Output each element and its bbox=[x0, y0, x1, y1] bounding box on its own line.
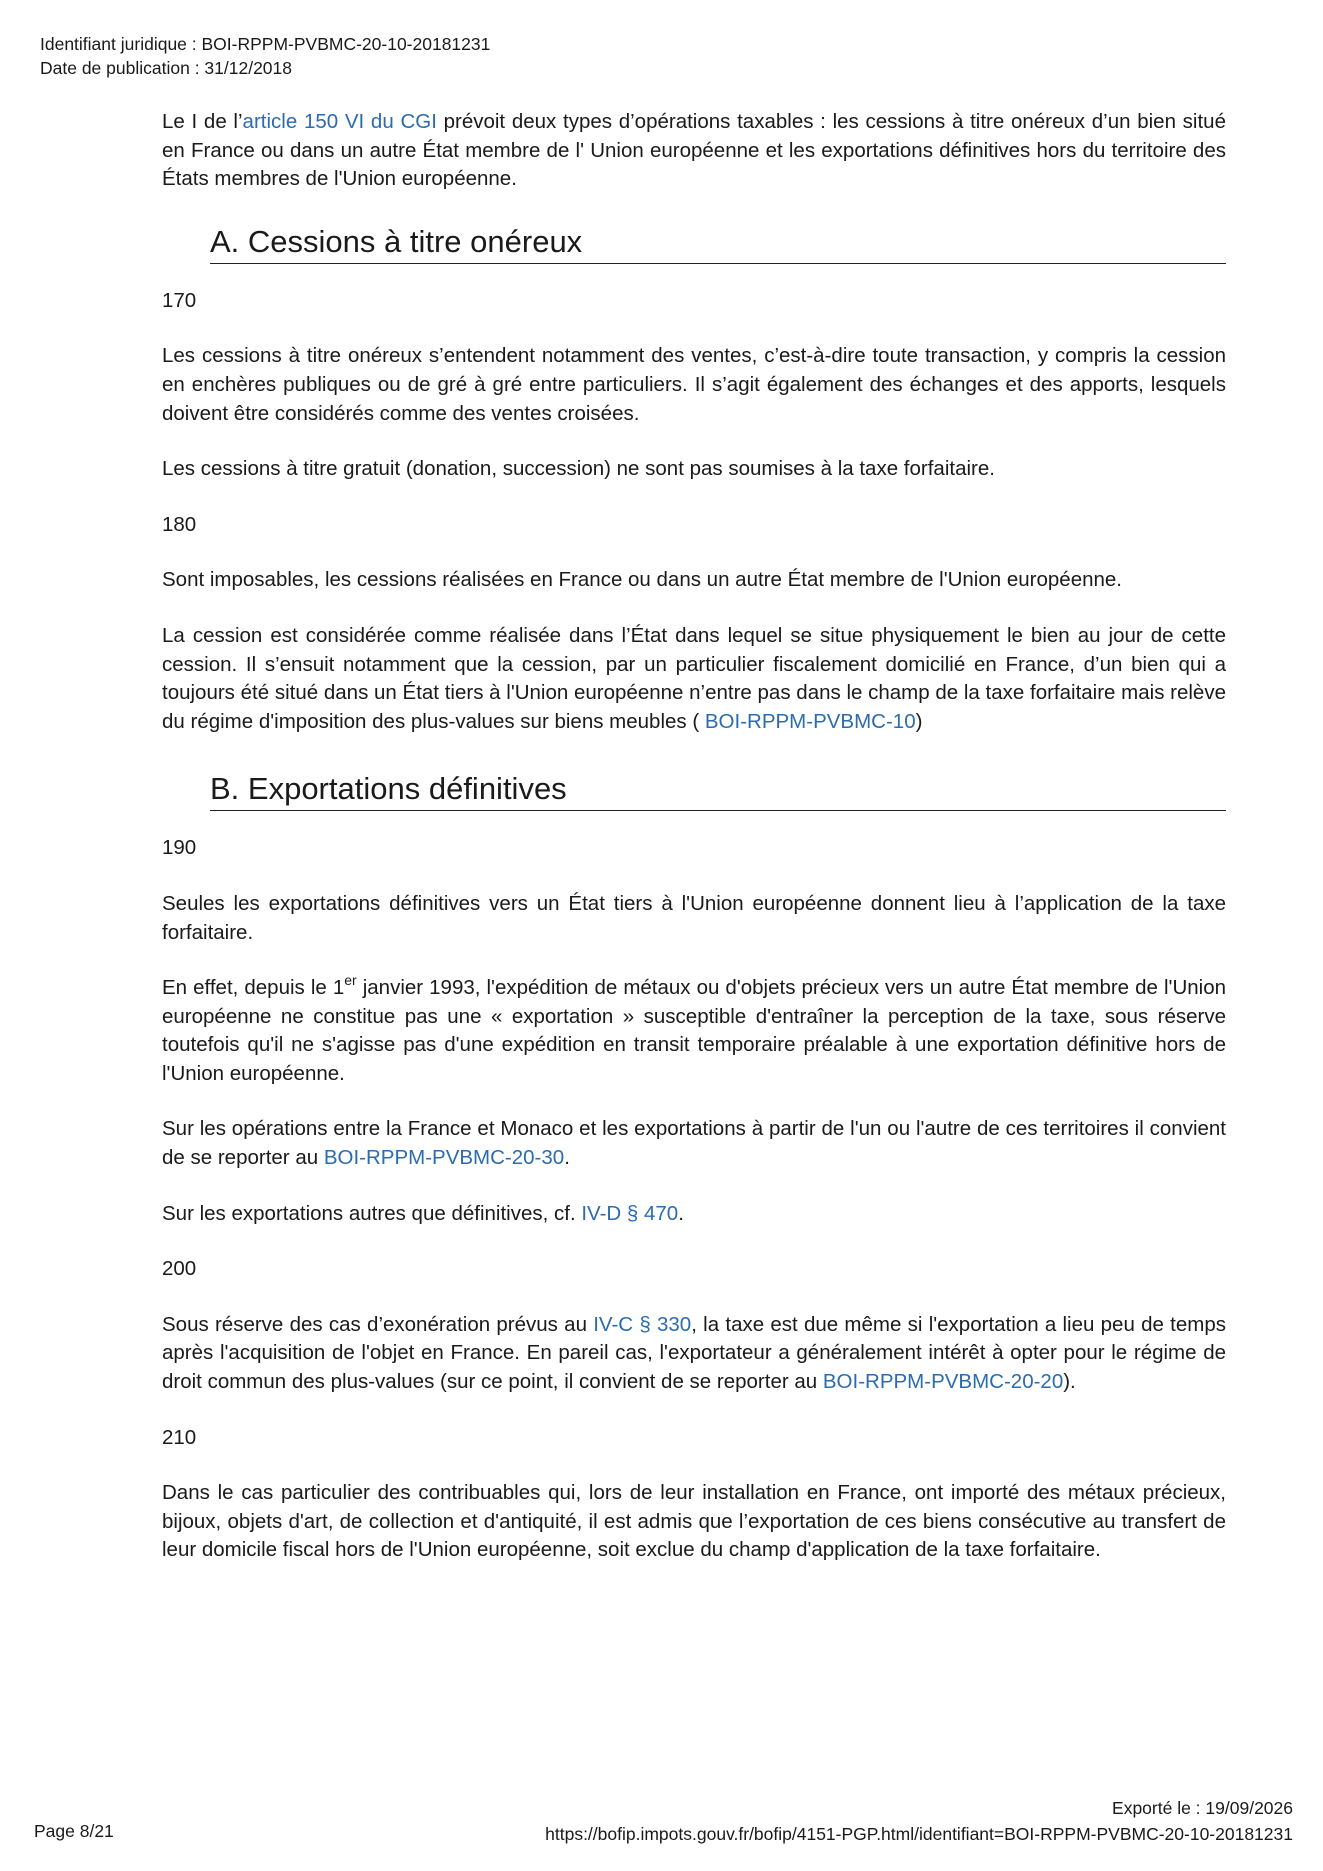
paragraph-number-210: 210 bbox=[162, 1425, 197, 1449]
link-boi-rppm-pvbmc-10[interactable]: BOI-RPPM-PVBMC-10 bbox=[704, 709, 916, 733]
source-url: https://bofip.impots.gouv.fr/bofip/4151-PGP.html/identifiant=BOI-RPPM-PVBMC-20-10-20181231 bbox=[545, 1824, 1293, 1844]
paragraph-190-2-rest: janvier 1993, l'expédition de métaux ou d'objets précieux vers un autre État membre de l'Union européenne ne constitue pas une « exportation » susceptible d'entraîner la perception de la taxe, sous réserve toutefois qu'il ne s'agisse pas d'une expédition en transit temporaire préalable à une exportation définitive hors de l'Union européenne. bbox=[162, 976, 1227, 1085]
page-number: Page 8/21 bbox=[34, 1821, 114, 1841]
paragraph-190-3-text: Sur les opérations entre la France et Monaco et les exportations à partir de l'un ou l'autre de ces territoires il convient de se reporter au bbox=[162, 1117, 1226, 1170]
paragraph-number-190: 190 bbox=[162, 836, 197, 860]
link-boi-rppm-pvbmc-20-30[interactable]: BOI-RPPM-PVBMC-20-30 bbox=[323, 1146, 565, 1170]
paragraph-200-text: Sous réserve des cas d’exonération prévus au bbox=[162, 1312, 594, 1336]
paragraph-190-3 bbox=[162, 1115, 1226, 1172]
link-article-150-vi[interactable]: article 150 VI du CGI bbox=[242, 110, 437, 133]
heading-section-a: A. Cessions à titre onéreux bbox=[210, 223, 1226, 264]
link-boi-rppm-pvbmc-20-20[interactable]: BOI-RPPM-PVBMC-20-20 bbox=[822, 1370, 1064, 1394]
link-iv-c-330[interactable]: IV-C § 330 bbox=[593, 1312, 692, 1336]
superscript-er: er bbox=[344, 972, 357, 989]
paragraph-190-2 bbox=[162, 974, 1226, 1088]
paragraph-190-1: Seules les exportations définitives vers un État tiers à l'Union européenne donnent lieu à l’application de la taxe forfaitaire. bbox=[162, 891, 1226, 944]
paragraph-200 bbox=[162, 1311, 1226, 1397]
paragraph-190-2-text: En effet, depuis le 1 bbox=[162, 976, 345, 1000]
paragraph-200-end: ). bbox=[1063, 1370, 1076, 1394]
paragraph-190-3-end: . bbox=[564, 1146, 570, 1170]
paragraph-190-4-text: Sur les exportations autres que définitives, cf. bbox=[162, 1201, 582, 1225]
link-iv-d-470[interactable]: IV-D § 470 bbox=[581, 1201, 679, 1225]
paragraph-number-170: 170 bbox=[162, 288, 197, 312]
export-date: Exporté le : 19/09/2026 bbox=[1112, 1798, 1293, 1818]
paragraph-190-4 bbox=[162, 1200, 1226, 1229]
heading-section-b: B. Exportations définitives bbox=[210, 770, 1226, 811]
paragraph-200-middle: , la taxe est due même si l'exportation a lieu peu de temps après l'acquisition de l'objet en France. En pareil cas, l'exportateur a généralement intérêt à opter pour le régime de droit commun des plus-values (sur ce point, il convient de se reporter au bbox=[162, 1312, 1226, 1394]
document-body bbox=[162, 108, 1226, 1565]
paragraph-210: Dans le cas particulier des contribuables qui, lors de leur installation en France, ont importé des métaux précieux, bijoux, objets d'art, de collection et d'antiquité, il est admis que l’exportation de ces biens consécutive au transfert de leur domicile fiscal hors de l'Union européenne, soit exclue du champ d'application de la taxe forfaitaire. bbox=[162, 1481, 1226, 1562]
document-footer bbox=[545, 1795, 1293, 1847]
paragraph-190-4-end: . bbox=[678, 1201, 684, 1225]
paragraph-number-180: 180 bbox=[162, 512, 197, 536]
intro-text-start: Le I de l’ bbox=[162, 110, 243, 133]
paragraph-180-1: Sont imposables, les cessions réalisées en France ou dans un autre État membre de l'Union européenne. bbox=[162, 568, 1122, 592]
paragraph-180-2 bbox=[162, 622, 1226, 736]
paragraph-180-2-end: ) bbox=[915, 709, 923, 733]
document-header bbox=[40, 32, 490, 80]
paragraph-number-200: 200 bbox=[162, 1257, 197, 1281]
paragraph-180-2-text: La cession est considérée comme réalisée dans l’État dans lequel se situe physiquement le bien au jour de cette cession. Il s’ensuit notamment que la cession, par un particulier fiscalement domicilié en France, d’un bien qui a toujours été situé dans un État tiers à l'Union européenne n’entre pas dans le champ de la taxe forfaitaire mais relève du régime d'imposition des plus-values sur biens meubles ( bbox=[162, 623, 1226, 733]
paragraph-170-1: Les cessions à titre onéreux s’entendent notamment des ventes, c’est-à-dire toute transaction, y compris la cession en enchères publiques ou de gré à gré entre particuliers. Il s’agit également des échanges et des apports, lesquels doivent être considérés comme des ventes croisées. bbox=[162, 344, 1226, 425]
publication-date: Date de publication : 31/12/2018 bbox=[40, 58, 292, 78]
legal-identifier: Identifiant juridique : BOI-RPPM-PVBMC-20-10-20181231 bbox=[40, 34, 491, 54]
intro-text-end: prévoit deux types d’opérations taxables : les cessions à titre onéreux d’un bien situé en France ou dans un autre État membre de l' Union européenne et les exportations définitives hors du territoire des États membres de l'Union européenne. bbox=[162, 110, 1226, 191]
paragraph-170-2: Les cessions à titre gratuit (donation, succession) ne sont pas soumises à la taxe forfaitaire. bbox=[162, 457, 995, 481]
intro-paragraph bbox=[162, 108, 1226, 194]
